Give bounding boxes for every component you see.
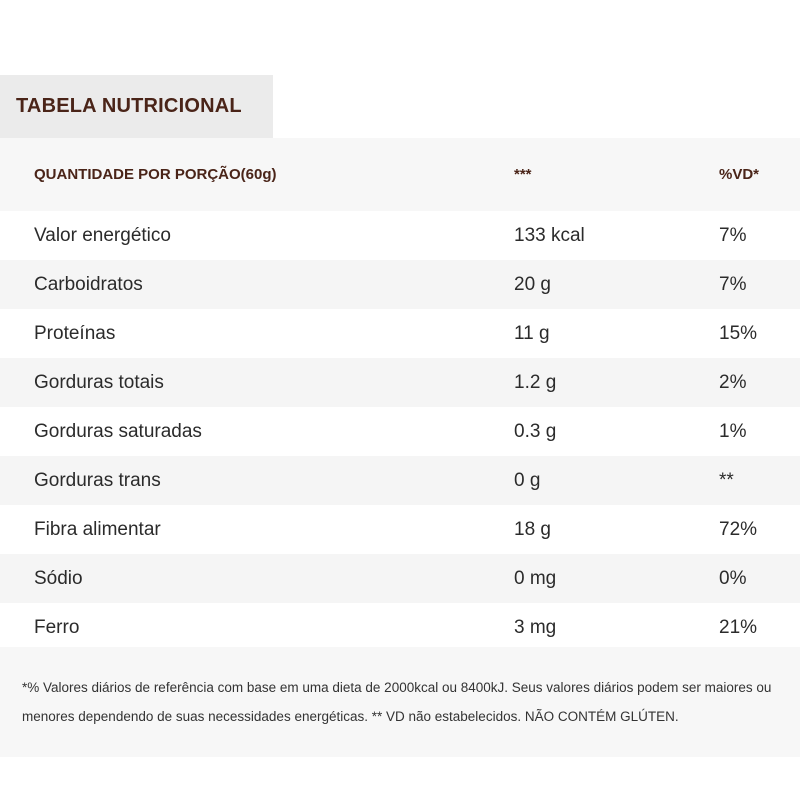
- table-row: [0, 407, 800, 456]
- nutrient-amount: 133 kcal: [514, 224, 585, 246]
- nutrient-amount: 20 g: [514, 273, 551, 295]
- nutrient-vd: 7%: [719, 273, 747, 295]
- nutrient-name: Ferro: [34, 616, 80, 638]
- title-tab: [0, 75, 273, 138]
- header-amount: ***: [514, 166, 532, 183]
- footnote-line-1: *% Valores diários de referência com base em uma dieta de 2000kcal ou 8400kJ. Seus valores diários podem ser maiores ou: [22, 680, 772, 695]
- nutrient-name: Proteínas: [34, 322, 116, 344]
- nutrient-vd: 72%: [719, 518, 758, 540]
- nutrient-name: Carboidratos: [34, 273, 143, 295]
- table-row: [0, 554, 800, 603]
- table-row: [0, 505, 800, 554]
- nutrient-vd: 15%: [719, 322, 758, 344]
- nutrient-name: Valor energético: [34, 224, 171, 246]
- nutrient-amount: 3 mg: [514, 616, 557, 638]
- table-row: [0, 211, 800, 260]
- nutrient-name: Gorduras trans: [34, 469, 161, 491]
- nutrient-name: Sódio: [34, 567, 83, 589]
- nutrient-vd: 7%: [719, 224, 747, 246]
- nutrient-vd: 1%: [719, 420, 747, 442]
- nutrient-amount: 18 g: [514, 518, 551, 540]
- footnote: [0, 647, 800, 757]
- header-serving: QUANTIDADE POR PORÇÃO(60g): [34, 166, 277, 183]
- page-title: TABELA NUTRICIONAL: [16, 95, 242, 117]
- nutrient-amount: 11 g: [514, 322, 550, 344]
- nutrition-table: [0, 138, 800, 652]
- nutrient-vd: 2%: [719, 371, 747, 393]
- nutrient-amount: 0.3 g: [514, 420, 557, 442]
- table-row: [0, 456, 800, 505]
- nutrient-vd: 21%: [719, 616, 758, 638]
- nutrient-vd: **: [719, 469, 734, 491]
- nutrient-amount: 1.2 g: [514, 371, 557, 393]
- table-header: [0, 138, 800, 211]
- nutrient-amount: 0 g: [514, 469, 541, 491]
- table-row: [0, 358, 800, 407]
- table-row: [0, 260, 800, 309]
- table-row: [0, 603, 800, 652]
- header-vd: %VD*: [719, 166, 760, 183]
- nutrient-name: Gorduras totais: [34, 371, 164, 393]
- footnote-line-2: menores dependendo de suas necessidades energéticas. ** VD não estabelecidos. NÃO CONTÉM GLÚTEN.: [22, 709, 679, 724]
- nutrient-name: Fibra alimentar: [34, 518, 161, 540]
- nutrient-name: Gorduras saturadas: [34, 420, 202, 442]
- nutrient-amount: 0 mg: [514, 567, 557, 589]
- nutrient-vd: 0%: [719, 567, 747, 589]
- table-row: [0, 309, 800, 358]
